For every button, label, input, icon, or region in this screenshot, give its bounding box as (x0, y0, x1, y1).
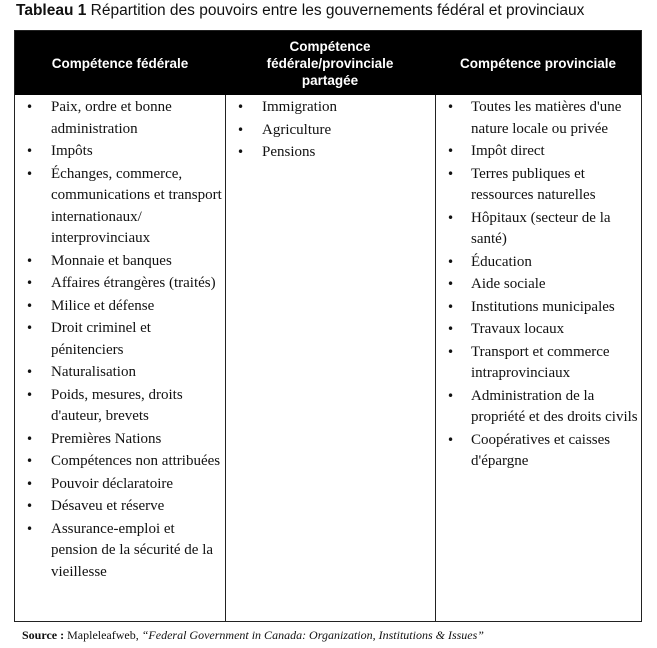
list-item (15, 362, 225, 384)
bullet-icon: • (26, 499, 34, 513)
header-federal-label: Compétence fédérale (51, 55, 189, 71)
bullet-icon: • (447, 144, 455, 158)
source-label: Source : (22, 628, 65, 642)
list-item (15, 273, 225, 295)
header-provincial (435, 31, 641, 95)
list-item-text: Pouvoir déclaratoire (51, 475, 174, 492)
provincial-column (435, 95, 642, 621)
federal-column (15, 95, 225, 621)
bullet-icon: • (26, 321, 34, 335)
list-item-text: Monnaie et banques (51, 252, 172, 269)
list-item-text: Droit criminel et pénitenciers (51, 320, 151, 358)
list-item-text: Travaux locaux (471, 321, 565, 337)
list-item (436, 386, 642, 429)
list-item (15, 97, 225, 140)
list-item-text: Affaires étrangères (traités) (51, 275, 216, 291)
table-title: Répartition des pouvoirs entre les gouvernements fédéral et provinciaux (90, 2, 585, 19)
list-item (436, 342, 642, 385)
bullet-icon: • (26, 521, 34, 536)
list-item (15, 164, 225, 250)
list-item-text: Toutes les matières d'une nature locale ou privée (471, 99, 622, 137)
list-item-text: Transport et commerce intraprovinciaux (471, 343, 610, 381)
list-item (15, 429, 225, 451)
list-item (436, 141, 642, 163)
bullet-icon: • (26, 100, 34, 114)
provincial-list (436, 95, 642, 473)
list-item (436, 297, 642, 319)
bullet-icon: • (447, 344, 455, 359)
bullet-icon: • (447, 388, 455, 403)
list-item-text: Paix, ordre et bonne administration (51, 99, 172, 137)
header-provincial-label: Compétence provinciale (459, 55, 617, 71)
list-item-text: Aide sociale (471, 276, 546, 292)
bullet-icon: • (26, 365, 34, 379)
list-item-text: Institutions municipales (471, 298, 615, 315)
source-publisher: Mapleleafweb, (67, 628, 139, 642)
list-item (436, 208, 642, 251)
list-item (436, 274, 642, 296)
list-item (15, 296, 225, 318)
list-item-text: Agriculture (262, 121, 332, 138)
table-number: Tableau 1 (16, 2, 87, 19)
bullet-icon: • (237, 122, 245, 137)
bullet-icon: • (237, 100, 245, 114)
list-item-text: Administration de la propriété et des droits civils (471, 387, 638, 425)
list-item (15, 451, 225, 473)
list-item-text: Coopératives et caisses d'épargne (471, 431, 611, 469)
bullet-icon: • (26, 298, 34, 313)
shared-column (225, 95, 436, 621)
bullet-icon: • (447, 432, 455, 447)
header-shared-label: Compétence fédérale/provinciale partagée (266, 38, 394, 88)
list-item-text: Terres publiques et ressources naturelles (471, 165, 596, 203)
list-item (436, 164, 642, 207)
list-item (436, 252, 642, 274)
list-item-text: Naturalisation (51, 364, 136, 380)
bullet-icon: • (26, 253, 34, 268)
bullet-icon: • (447, 166, 455, 181)
bullet-icon: • (26, 387, 34, 402)
list-item-text: Premières Nations (51, 430, 162, 447)
header-federal (15, 31, 225, 95)
list-item (15, 318, 225, 361)
list-item-text: Éducation (471, 253, 532, 270)
list-item (436, 319, 642, 341)
list-item (15, 496, 225, 518)
list-item-text: Impôt direct (471, 143, 545, 159)
bullet-icon: • (447, 299, 455, 314)
powers-table (14, 30, 642, 622)
list-item-text: Hôpitaux (secteur de la santé) (471, 209, 611, 247)
list-item (15, 251, 225, 273)
bullet-icon: • (447, 254, 455, 269)
list-item-text: Impôts (51, 143, 93, 159)
header-shared (225, 31, 435, 95)
list-item-text: Pensions (262, 144, 316, 160)
list-item-text: Milice et défense (51, 297, 155, 314)
list-item-text: Compétences non attribuées (51, 453, 221, 469)
list-item (226, 120, 436, 142)
source-note (22, 628, 484, 643)
list-item (15, 474, 225, 496)
bullet-icon: • (447, 100, 455, 114)
bullet-icon: • (26, 276, 34, 290)
bullet-icon: • (26, 166, 34, 181)
bullet-icon: • (447, 322, 455, 336)
bullet-icon: • (26, 454, 34, 468)
table-header (15, 31, 641, 95)
list-item-text: Échanges, commerce, communications et transport internationaux/ interprovinciaux (51, 165, 222, 246)
table-caption (16, 2, 584, 20)
list-item (15, 519, 225, 584)
list-item-text: Immigration (262, 99, 337, 115)
bullet-icon: • (26, 431, 34, 446)
list-item (436, 430, 642, 473)
bullet-icon: • (26, 144, 34, 158)
federal-list (15, 95, 225, 583)
bullet-icon: • (447, 277, 455, 291)
bullet-icon: • (237, 145, 245, 159)
list-item (436, 97, 642, 140)
list-item (15, 385, 225, 428)
list-item-text: Assurance-emploi et pension de la sécurité de la vieillesse (51, 520, 214, 580)
list-item-text: Poids, mesures, droits d'auteur, brevets (51, 386, 183, 424)
list-item (15, 141, 225, 163)
source-work: “Federal Government in Canada: Organization, Institutions & Issues” (141, 628, 484, 642)
shared-list (226, 95, 436, 164)
list-item (226, 97, 436, 119)
list-item (226, 142, 436, 164)
bullet-icon: • (26, 476, 34, 491)
bullet-icon: • (447, 210, 455, 225)
list-item-text: Désaveu et réserve (51, 498, 165, 514)
